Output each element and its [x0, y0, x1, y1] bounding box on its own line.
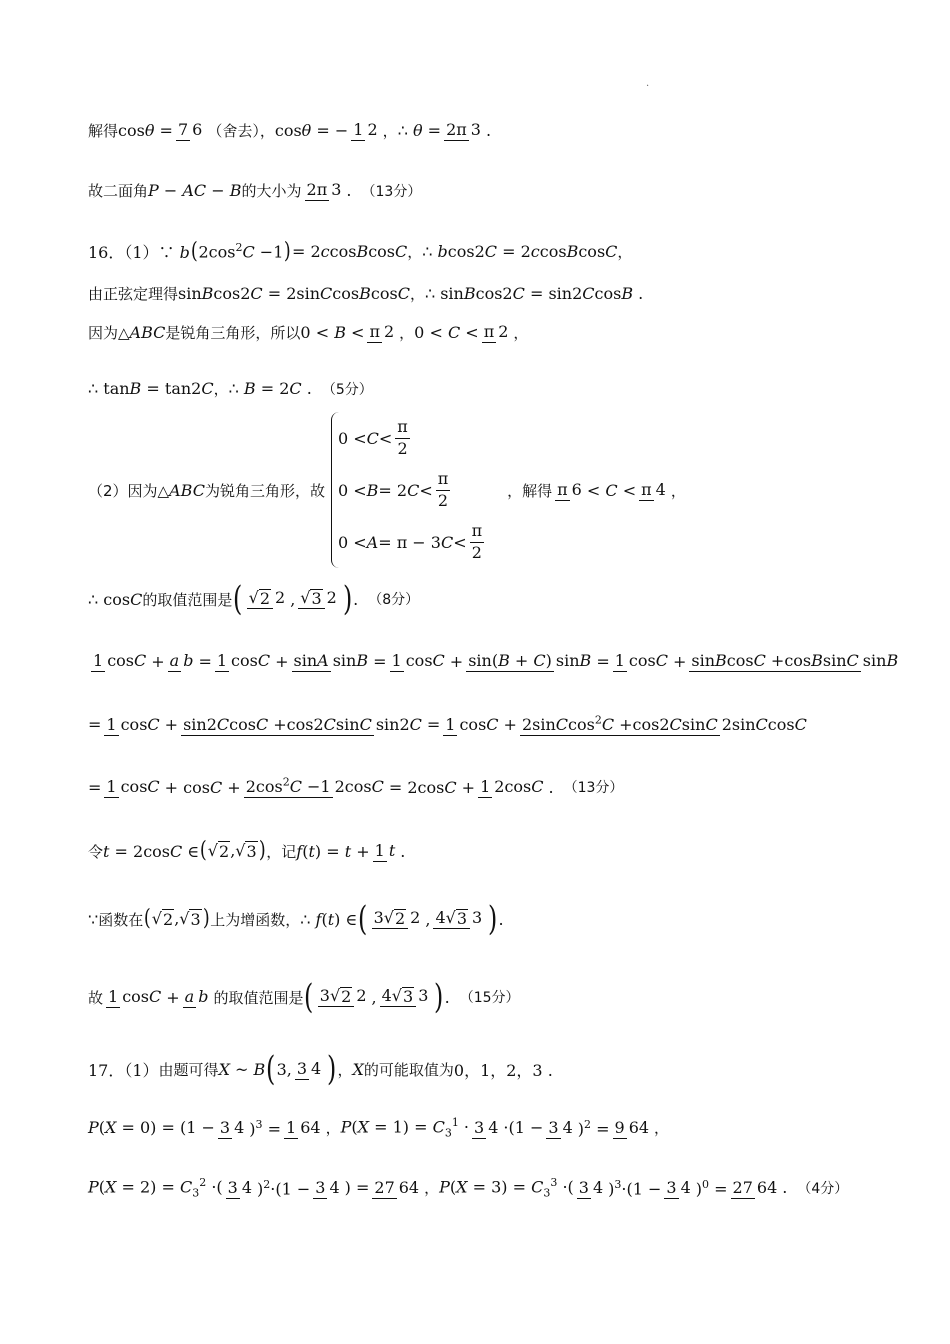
score-label: （13分） — [563, 780, 624, 796]
line-final-range: 故 1 cosC + a b 的取值范围是 ( 3 √ 2 2 , 4 √ 3 3 ) . （15分） — [88, 977, 520, 1017]
line-expression-step3: = 1 cosC + cosC + $2\cos^2C -1$ 2cosC = 2cosC + 1 2cosC . （13分） — [88, 776, 624, 797]
score-label: （8分） — [368, 592, 420, 608]
line-cosC-range: ∴ cosC 的取值范围是 ( √ 2 2 , √ 3 2 ) . （8分） — [88, 579, 420, 619]
page-dot: . — [646, 78, 650, 89]
line-dihedral-angle: 故二面角 P − AC − B 的大小为 2π 3 . （13分） — [88, 180, 422, 200]
score-label: （5分） — [321, 381, 373, 398]
line-q16-part1: 16．（1）∵ b ( $2\cos^2C -1$ ) = 2ccosBcosC ， ∴ bcos2C = 2ccosBcosC ， — [88, 238, 633, 264]
inequality-system: 0 < C < $\frac{\pi}{2}$ 0 < B = 2 C < $\frac{\pi}{2}$ 0 < A = π − 3 C < $\frac{\pi}{2}$ — [331, 412, 487, 568]
line-solve-cos-theta: 解得 cosθ = 7 6 （舍去）， cosθ = − 1 2 ， ∴ θ = 2π 3 . — [88, 120, 492, 140]
line-substitution: 令 t = 2cosC ∈ ( √ 2 , √ 3 ) ，记 f(t) = t + 1 t . — [88, 838, 406, 863]
line-expression-step1: 1 cosC + a b = 1 cosC + sinA sinB = 1 cosC + sin(B + C) sinB = 1 cosC + sinBcosC +cosBsinC sinB — [93, 651, 899, 671]
line-q16-part2-system: （2）因为△ ABC 为锐角三角形，故 0 < C < $\frac{\pi}{2}$ 0 < B = 2 C < $\frac{\pi}{2}$ 0 < A = π − 3 C < $\frac{\pi}{2}$ ，解得 π 6 < C < π 4 ， — [88, 412, 686, 568]
score-label: （13分） — [361, 183, 422, 200]
line-acute-triangle: 因为△ ABC 是锐角三角形，所以 0 < B < π 2 ， 0 < C < π 2 ， — [88, 322, 529, 342]
line-probabilities-2-3: $P(X = 2) = C_3^2$ ·( 3 4 )$^2$·(1 − 3 4 ) = 27 64 ， $P(X = 3) = C_3^3$ ·( 3 4 )$^3$·(1 − 3 4 )$^0$ = 27 64 . （4分） — [88, 1176, 849, 1200]
score-label: （15分） — [459, 990, 520, 1006]
line-tan-conclusion: ∴ tanB = tan2C ， ∴ B = 2C . （5分） — [88, 379, 373, 398]
line-sine-rule: 由正弦定理得 sinBcos2C = 2sinCcosBcosC ， ∴ sinBcos2C = sin2CcosB . — [88, 284, 644, 303]
line-probabilities-0-1: P(X = 0) = (1 − 3 4 )$^3$ = 1 64 ， $P(X = 1) = C_3^1$ · 3 4 ·(1 − 3 4 )$^2$ = 9 64 ， — [88, 1116, 670, 1140]
line-q17-part1: 17．（1） 由题可得 X ~ B ( 3, 3 4 ) ， X 的可能取值为 0，1，2，3 . — [88, 1049, 553, 1089]
line-increasing-function: ∵ 函数在 ( √ 2 , √ 3 ) 上为增函数， ∴ f(t) ∈ ( 3 √ 2 2 , 4 √ 3 3 ) . — [88, 899, 504, 939]
score-label: （4分） — [797, 1180, 849, 1197]
line-expression-step2: = 1 cosC + sin2CcosC +cos2CsinC sin2C = 1 cosC + 2sinCcos$^2$C +cos2CsinC 2sinCcosC — [88, 714, 807, 735]
